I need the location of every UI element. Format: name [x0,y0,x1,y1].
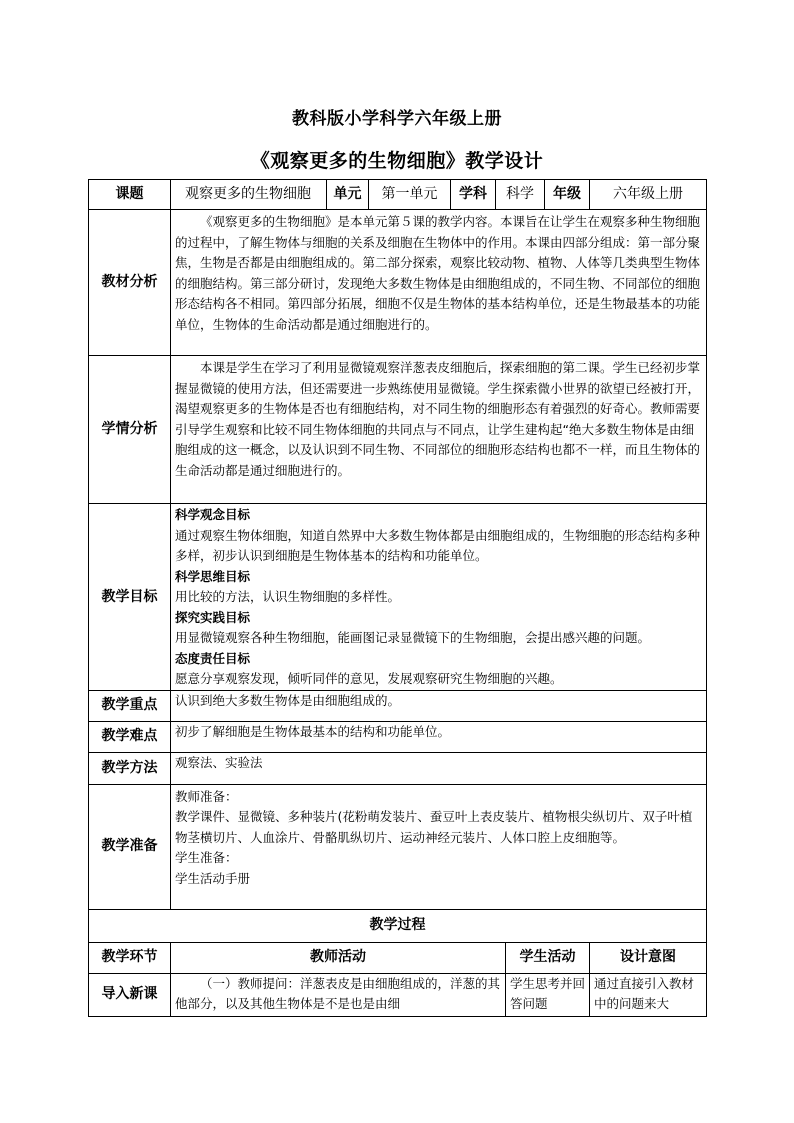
col-header-stage: 教学环节 [89,942,171,973]
key-point-row [89,690,707,721]
objectives-label: 教学目标 [89,504,171,691]
objective-heading-concept: 科学观念目标 [175,507,251,522]
process-student-activity: 学生思考并回答问题 [506,973,590,1016]
method-text: 观察法、实验法 [171,752,707,784]
document-title-line1: 教科版小学科学六年级上册 [292,109,502,129]
student-prep-heading: 学生准备： [175,850,238,865]
process-stage: 导入新课 [89,973,171,1016]
process-design-intent: 通过直接引入教材中的问题来大 [590,973,707,1016]
objective-heading-thinking: 科学思维目标 [175,568,251,584]
method-label: 教学方法 [89,752,171,784]
objectives-content [171,504,707,691]
grade-label: 年级 [545,180,590,210]
col-header-student: 学生活动 [506,942,590,973]
document-title-line2: 《观察更多的生物细胞》教学设计 [250,150,544,172]
objective-heading-attitude: 态度责任目标 [175,650,251,666]
material-analysis-label: 教材分析 [89,210,171,356]
material-analysis-text: 《观察更多的生物细胞》是本单元第５课的教学内容。本课旨在让学生在观察多种生物细胞的过程中，了解生物体与细胞的关系及细胞在生物体中的作用。本课由四部分组成：第一部分聚焦，生物是否都是由细胞组成的。第二部分探索，观察比较动物、植物、人体等几类典型生物体的细胞结构。第三部分研讨，发现绝大多数生物体是由细胞组成的，不同生物、不同部位的细胞形态结构各不相同。第四部分拓展，细胞不仅是生物体的基本结构单位，还是生物最基本的功能单位，生物体的生命活动都是通过细胞进行的。 [171,210,707,356]
difficulty-text: 初步了解细胞是生物体最基本的结构和功能单位。 [171,721,707,752]
objectives-row [89,504,707,691]
teacher-prep-text: 教学课件、显微镜、多种装片(花粉萌发装片、蚕豆叶上表皮装片、植物根尖纵切片、双子叶植物茎横切片、人血涂片、骨骼肌纵切片、运动神经元装片、人体口腔上皮细胞等。 [175,809,693,845]
grade-value: 六年级上册 [590,180,707,210]
key-point-label: 教学重点 [89,690,171,721]
objective-text-practice: 用显微镜观察各种生物细胞，能画图记录显微镜下的生物细胞，会提出感兴趣的问题。 [175,630,651,645]
student-analysis-row [89,356,707,504]
difficulty-label: 教学难点 [89,721,171,752]
lesson-plan-table [88,179,707,1017]
student-prep-text: 学生活动手册 [175,870,251,886]
key-point-text: 认识到绝大多数生物体是由细胞组成的。 [171,690,707,721]
process-title-row [89,909,707,942]
col-header-intent: 设计意图 [590,942,707,973]
subject-label: 学科 [451,180,496,210]
unit-label: 单元 [327,180,369,210]
material-analysis-row [89,210,707,356]
topic-label: 课题 [89,180,171,210]
student-analysis-label: 学情分析 [89,356,171,504]
col-header-teacher: 教师活动 [171,942,506,973]
process-row [89,973,707,1016]
preparation-row [89,784,707,909]
topic-value: 观察更多的生物细胞 [171,180,327,210]
subject-value: 科学 [496,180,545,210]
difficulty-row [89,721,707,752]
unit-value: 第一单元 [369,180,451,210]
objective-text-thinking: 用比较的方法，认识生物细胞的多样性。 [175,589,401,604]
objective-heading-practice: 探究实践目标 [175,609,251,625]
student-analysis-text: 本课是学生在学习了利用显微镜观察洋葱表皮细胞后，探索细胞的第二课。学生已经初步掌握显微镜的使用方法，但还需要进一步熟练使用显微镜。学生探索微小世界的欲望已经被打开，渴望观察更多的生物体是否也有细胞结构，对不同生物的细胞形态有着强烈的好奇心。教师需要引导学生观察和比较不同生物体细胞的共同点与不同点，让学生建构起“绝大多数生物体是由细胞组成的这一概念，以及认识到不同生物、不同部位的细胞形态结构也都不一样，而且生物体的生命活动都是通过细胞进行的。 [171,356,707,504]
objective-text-concept: 通过观察生物体细胞，知道自然界中大多数生物体都是由细胞组成的，生物细胞的形态结构多种多样，初步认识到细胞是生物体基本的结构和功能单位。 [175,527,701,563]
preparation-content [171,784,707,909]
method-row [89,752,707,784]
preparation-label: 教学准备 [89,784,171,909]
process-header-row [89,942,707,973]
objective-text-attitude: 愿意分享观察发现，倾听同伴的意见，发展观察研究生物细胞的兴趣。 [175,671,563,686]
process-teacher-activity: （一）教师提问：洋葱表皮是由细胞组成的，洋葱的其他部分，以及其他生物体是不是也是由细 [171,973,506,1016]
process-title: 教学过程 [89,909,707,942]
info-row [89,180,707,210]
teacher-prep-heading: 教师准备： [175,788,238,804]
